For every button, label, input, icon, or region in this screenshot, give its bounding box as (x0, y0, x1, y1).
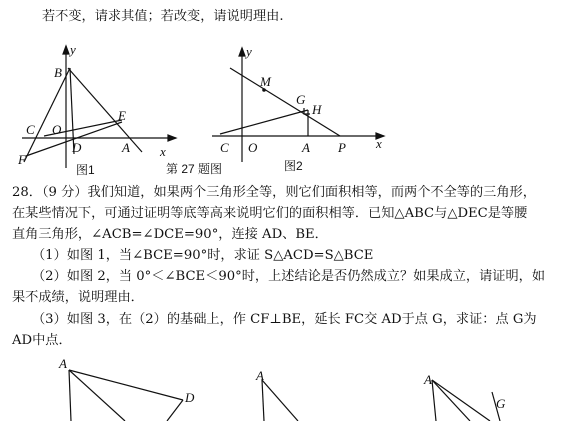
q28-line-1: 28．（9 分）我们知道，如果两个三角形全等，则它们面积相等，而两个不全等的三角形， (12, 185, 536, 200)
figure-27-1 (14, 40, 184, 180)
q28-line-2: 在某些情况下，可通过证明等底等高来说明它们的面积相等．已知△ABC与△DEC是等腰 (12, 206, 528, 221)
figure-28-3 (420, 370, 520, 421)
fig2-label-C: C (220, 140, 229, 155)
fig3-3-label-G: G (496, 396, 506, 411)
fig3-1-label-A: A (59, 356, 67, 371)
top-line: 若不变，请求其值；若改变，请说明理由. (42, 9, 284, 24)
fig1-label-x: x (160, 144, 166, 159)
q28-part-2a: （2）如图 2，当 0°＜∠BCE＜90°时，上述结论是否仍然成立？如果成立，请证明，如 (32, 269, 546, 284)
fig3-3-label-A: A (424, 372, 432, 387)
fig2-label-O: O (248, 140, 258, 155)
fig1-caption: 图1 (76, 163, 95, 177)
fig3-2-label-A: A (256, 368, 264, 383)
fig2-label-x: x (376, 136, 382, 151)
fig2-label-A: A (302, 140, 310, 155)
q28-part-3a: （3）如图 3，在（2）的基础上，作 CF⊥BE，延长 FC交 AD于点 G，求证：点 G为 (32, 312, 537, 327)
figure-27-2 (200, 42, 390, 182)
fig1-label-F: F (18, 152, 26, 167)
q28-part-2b: 果不成绩，说明理由． (12, 290, 144, 305)
q28-line-3: 直角三角形，∠ACB=∠DCE=90°，连接 AD、BE． (12, 227, 328, 242)
fig2-label-M: M (260, 74, 271, 89)
figure-28-1 (55, 356, 215, 421)
fig2-label-y: y (246, 44, 252, 59)
fig3-1-label-D: D (185, 390, 195, 405)
q28-part-1: （1）如图 1，当∠BCE=90°时，求证 S△ACD=S△BCE (32, 248, 374, 263)
fig2-label-H: H (312, 102, 322, 117)
figure-28-2 (250, 368, 330, 421)
fig1-label-y: y (70, 42, 76, 57)
fig1-label-E: E (118, 108, 126, 123)
fig1-label-D: D (72, 140, 82, 155)
fig2-caption: 图2 (284, 159, 303, 173)
fig1-label-O: O (52, 122, 62, 137)
fig2-label-G: G (296, 92, 306, 107)
fig1-label-B: B (54, 65, 62, 80)
fig27-caption: 第 27 题图 (166, 162, 223, 176)
fig2-label-P: P (338, 140, 346, 155)
fig1-label-C: C (26, 122, 35, 137)
q28-part-3b: AD中点． (12, 333, 72, 348)
fig1-label-A: A (122, 140, 130, 155)
